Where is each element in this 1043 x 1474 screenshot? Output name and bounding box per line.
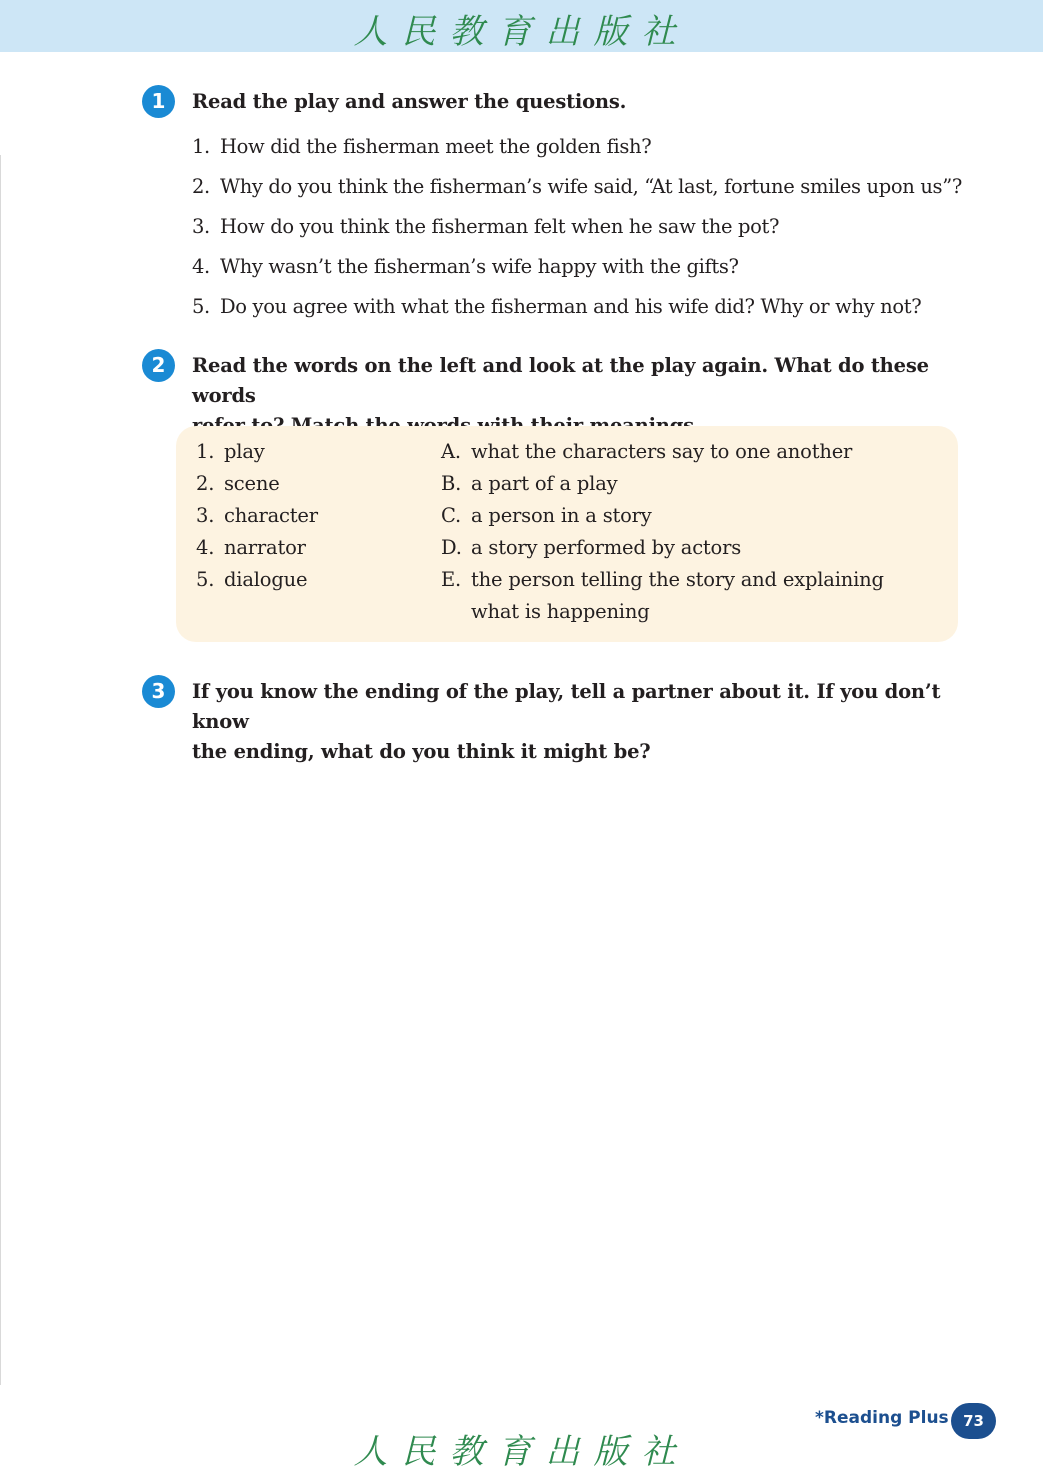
question-item: 3. How do you think the fisherman felt when he saw the pot? xyxy=(192,215,780,238)
page-number: 73 xyxy=(951,1403,996,1439)
question-item: 1. How did the fisherman meet the golden fish? xyxy=(192,135,652,158)
exercise-1-badge: 1 xyxy=(142,85,175,118)
meaning-item-continuation: what is happening xyxy=(471,600,650,623)
exercise-3-badge: 3 xyxy=(142,675,175,708)
section-label: *Reading Plus xyxy=(815,1408,949,1428)
word-item: 3. character xyxy=(196,504,318,527)
exercise-1-instruction: Read the play and answer the questions. xyxy=(192,90,627,113)
word-item: 2. scene xyxy=(196,472,280,495)
meaning-item: E. the person telling the story and explaining xyxy=(441,568,884,591)
matching-box xyxy=(176,426,958,642)
left-margin-rule xyxy=(0,155,1,1385)
word-item: 4. narrator xyxy=(196,536,306,559)
meaning-item: B. a part of a play xyxy=(441,472,618,495)
publisher-logo-bottom: 人民教育出版社 xyxy=(353,1432,690,1472)
meaning-item: A. what the characters say to one another xyxy=(441,440,853,463)
word-item: 1. play xyxy=(196,440,265,463)
meaning-item: C. a person in a story xyxy=(441,504,652,527)
word-item: 5. dialogue xyxy=(196,568,308,591)
question-item: 2. Why do you think the fisherman’s wife said, “At last, fortune smiles upon us”? xyxy=(192,175,962,198)
question-list xyxy=(192,127,962,327)
meaning-item: D. a story performed by actors xyxy=(441,536,742,559)
exercise-3-instruction: If you know the ending of the play, tell a partner about it. If you don’t know the ending, what do you think it might be? xyxy=(192,680,941,763)
question-item: 4. Why wasn’t the fisherman’s wife happy with the gifts? xyxy=(192,255,739,278)
exercise-2-badge: 2 xyxy=(142,349,175,382)
exercise-2-instruction: Read the words on the left and look at the play again. What do these words xyxy=(192,354,929,407)
question-item: 5. Do you agree with what the fisherman and his wife did? Why or why not? xyxy=(192,295,922,318)
publisher-logo-top: 人民教育出版社 xyxy=(353,12,690,52)
